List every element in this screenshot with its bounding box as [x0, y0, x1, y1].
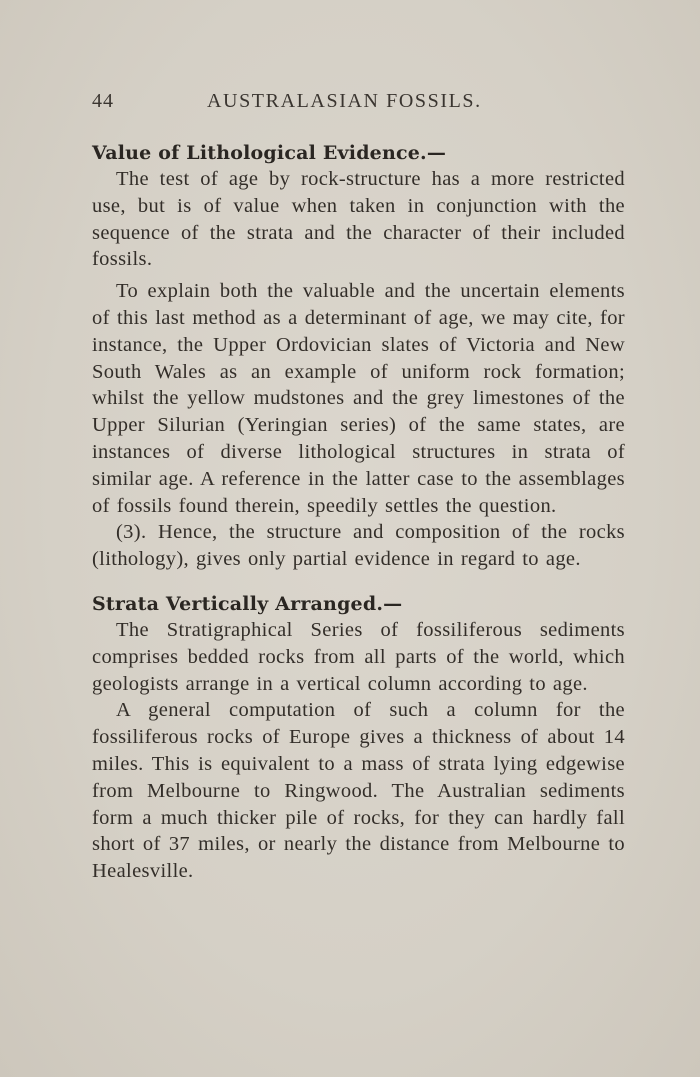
page-number: 44 [92, 90, 114, 112]
running-title: AUSTRALASIAN FOSSILS. [207, 90, 482, 112]
section-heading: Strata Vertically Arranged.— [92, 592, 403, 615]
book-page [92, 90, 625, 885]
running-head [92, 90, 625, 120]
section-lithological-evidence [92, 142, 625, 573]
paragraph: The Stratigraphical Series of fossiliferous sediments comprises bedded rocks from all parts of the world, which geologists arrange in a vertical column according to age. [92, 618, 625, 695]
paragraph: (3). Hence, the structure and composition of the rocks (lithology), gives only partial evidence in regard to age. [92, 521, 625, 571]
paragraph: The test of age by rock-structure has a more restricted use, but is of value when taken in conjunction with the sequence of the strata and the character of their included fossils. [92, 168, 625, 271]
paragraph: A general computation of such a column for the fossiliferous rocks of Europe gives a thickness of about 14 miles. This is equivalent to a mass of strata lying edgewise from Melbourne to Ringwood. The Australian sediments form a much thicker pile of rocks, for they can hardly fall short of 37 miles, or nearly the distance from Melbourne to Healesville. [92, 699, 625, 883]
section-heading: Value of Lithological Evidence.— [92, 142, 447, 164]
section-strata-vertically-arranged [92, 593, 625, 885]
paragraph: To explain both the valuable and the uncertain elements of this last method as a determinant of age, we may cite, for instance, the Upper Ordovician slates of Victoria and New South Wales as an example of uniform rock formation; whilst the yellow mudstones and the grey limestones of the Upper Silurian (Yeringian series) of the same states, are instances of diverse lithological structures in strata of similar age. A reference in the latter case to the assemblages of fossils found therein, speedily settles the question. [92, 280, 625, 517]
